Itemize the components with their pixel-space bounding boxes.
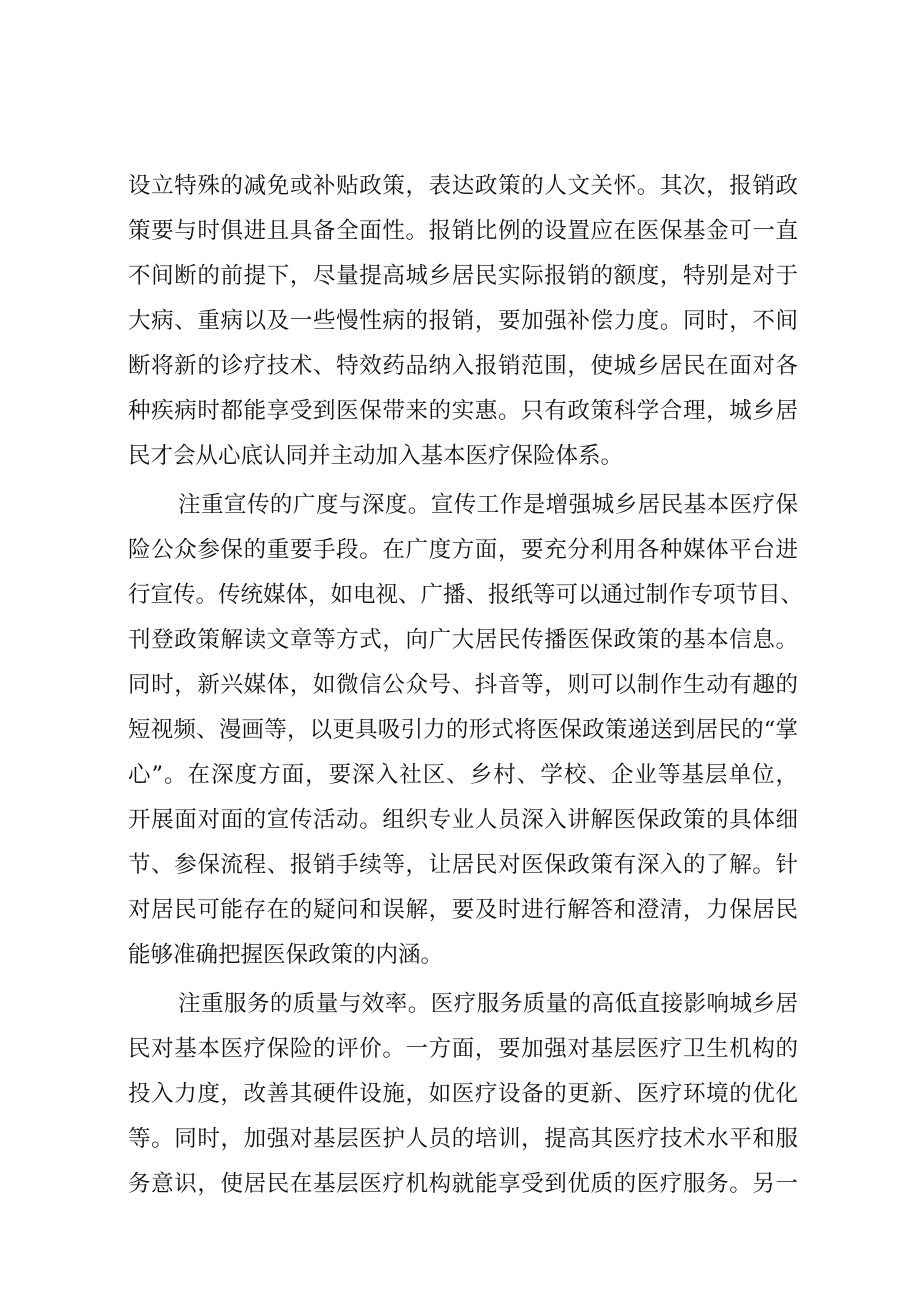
text-line: 策要与时俱进且具备全面性。报销比例的设置应在医保基金可一直 (128, 218, 798, 244)
text-line: 断将新的诊疗技术、特效药品纳入报销范围，使城乡居民在面对各 (128, 353, 798, 379)
text-line: 设立特殊的减免或补贴政策，表达政策的人文关怀。其次，报销政 (128, 173, 798, 199)
text-line: 民对基本医疗保险的评价。一方面，要加强对基层医疗卫生机构的 (128, 1036, 798, 1062)
text-line: 短视频、漫画等，以更具吸引力的形式将医保政策递送到居民的“掌 (128, 717, 798, 743)
text-line: 注重宣传的广度与深度。宣传工作是增强城乡居民基本医疗保 (178, 492, 798, 518)
text-line: 心”。在深度方面，要深入社区、乡村、学校、企业等基层单位， (128, 762, 798, 788)
body-text (128, 164, 804, 1211)
paragraph-3 (128, 982, 798, 1207)
text-line: 注重服务的质量与效率。医疗服务质量的高低直接影响城乡居 (178, 991, 798, 1017)
text-line: 同时，新兴媒体，如微信公众号、抖音等，则可以制作生动有趣的 (128, 672, 798, 698)
text-line: 种疾病时都能享受到医保带来的实惠。只有政策科学合理，城乡居 (128, 398, 798, 424)
paragraph-1 (128, 164, 798, 479)
text-line: 投入力度，改善其硬件设施，如医疗设备的更新、医疗环境的优化 (128, 1081, 798, 1107)
text-line: 险公众参保的重要手段。在广度方面，要充分利用各种媒体平台进 (128, 537, 798, 563)
text-line: 等。同时，加强对基层医护人员的培训，提高其医疗技术水平和服 (128, 1126, 798, 1152)
text-line: 行宣传。传统媒体，如电视、广播、报纸等可以通过制作专项节目、 (128, 582, 804, 608)
text-line: 不间断的前提下，尽量提高城乡居民实际报销的额度，特别是对于 (128, 263, 798, 289)
text-line: 民才会从心底认同并主动加入基本医疗保险体系。 (128, 443, 624, 469)
text-line: 开展面对面的宣传活动。组织专业人员深入讲解医保政策的具体细 (128, 807, 798, 833)
text-line: 节、参保流程、报销手续等，让居民对医保政策有深入的了解。针 (128, 852, 798, 878)
text-line: 能够准确把握医保政策的内涵。 (128, 942, 444, 968)
text-line: 务意识，使居民在基层医疗机构就能享受到优质的医疗服务。另一 (128, 1171, 798, 1197)
text-line: 刊登政策解读文章等方式，向广大居民传播医保政策的基本信息。 (128, 627, 798, 653)
text-line: 对居民可能存在的疑问和误解，要及时进行解答和澄清，力保居民 (128, 897, 798, 923)
paragraph-2 (128, 483, 804, 978)
text-line: 大病、重病以及一些慢性病的报销，要加强补偿力度。同时，不间 (128, 308, 798, 334)
